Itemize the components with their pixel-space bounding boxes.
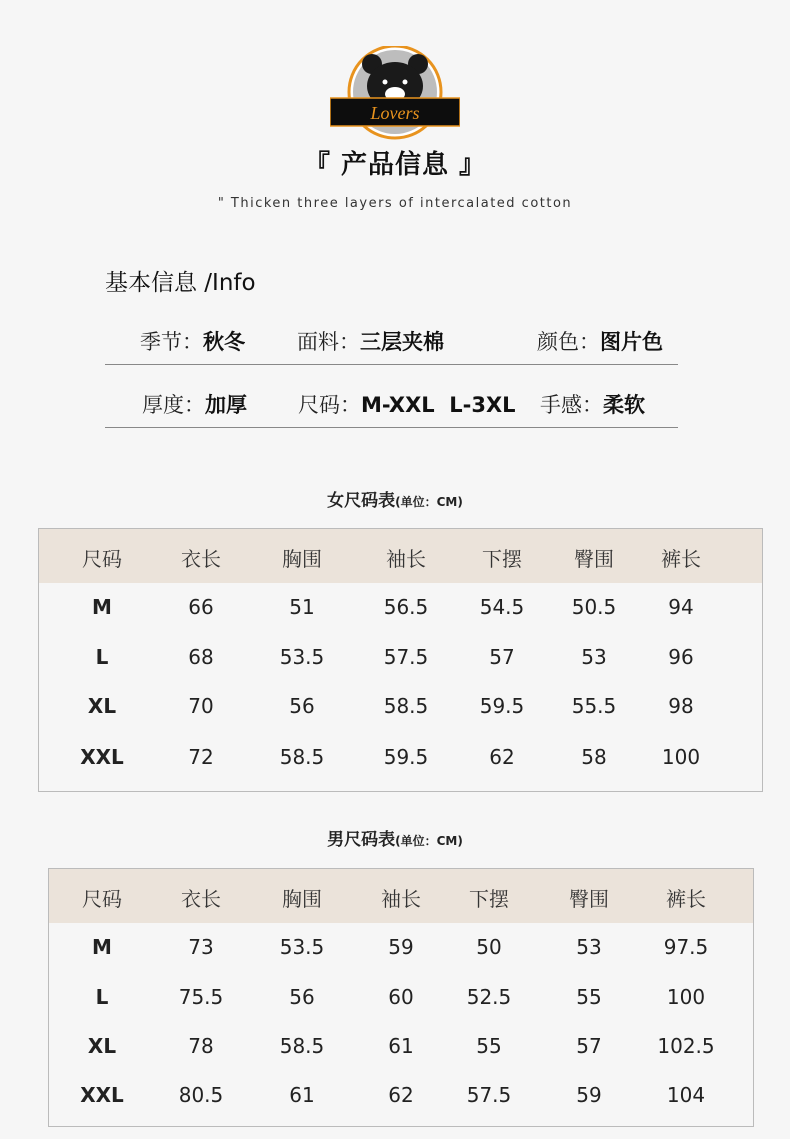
measure-cell: 58.5 bbox=[279, 745, 325, 769]
men-table-title bbox=[0, 825, 790, 850]
measure-cell: 100 bbox=[666, 985, 706, 1009]
season-value: 秋冬 bbox=[203, 330, 245, 354]
women-table-header bbox=[39, 529, 762, 583]
measure-cell: 53 bbox=[576, 935, 602, 959]
women-table-title-text: 女尺码表 bbox=[327, 491, 396, 511]
size-cell: XXL bbox=[80, 745, 124, 769]
measure-cell: 75.5 bbox=[178, 985, 224, 1009]
measure-cell: 66 bbox=[188, 595, 214, 619]
brand-logo bbox=[330, 46, 460, 142]
basic-info-heading: 基本信息 /Info bbox=[105, 270, 256, 296]
measure-cell: 53.5 bbox=[279, 935, 325, 959]
women-table-unit: (单位：CM) bbox=[395, 495, 463, 509]
measure-cell: 60 bbox=[388, 985, 414, 1009]
men-table-title-text: 男尺码表 bbox=[327, 830, 396, 850]
page-subtitle: " Thicken three layers of intercalated cotton bbox=[217, 196, 573, 211]
column-header: 袖长 bbox=[381, 887, 421, 911]
women-size-table bbox=[38, 528, 763, 792]
measure-cell: 94 bbox=[668, 595, 694, 619]
fabric-value: 三层夹棉 bbox=[360, 330, 444, 354]
measure-cell: 55.5 bbox=[571, 694, 617, 718]
measure-cell: 55 bbox=[476, 1034, 502, 1058]
size-cell: XXL bbox=[80, 1083, 124, 1107]
info-row-1 bbox=[105, 318, 678, 365]
measure-cell: 59.5 bbox=[479, 694, 525, 718]
size-label: 尺码： bbox=[298, 393, 361, 417]
measure-cell: 57.5 bbox=[383, 645, 429, 669]
column-header: 尺码 bbox=[82, 547, 122, 571]
measure-cell: 56 bbox=[289, 694, 315, 718]
color-field bbox=[537, 326, 663, 356]
measure-cell: 104 bbox=[666, 1083, 706, 1107]
measure-cell: 62 bbox=[489, 745, 515, 769]
measure-cell: 58 bbox=[581, 745, 607, 769]
size-cell: M bbox=[92, 595, 112, 619]
column-header: 裤长 bbox=[661, 547, 701, 571]
size-field bbox=[298, 389, 516, 419]
men-table-header bbox=[49, 869, 753, 923]
column-header: 袖长 bbox=[386, 547, 426, 571]
measure-cell: 61 bbox=[289, 1083, 315, 1107]
measure-cell: 59.5 bbox=[383, 745, 429, 769]
measure-cell: 58.5 bbox=[383, 694, 429, 718]
measure-cell: 62 bbox=[388, 1083, 414, 1107]
size-cell: M bbox=[92, 935, 112, 959]
measure-cell: 57 bbox=[489, 645, 515, 669]
measure-cell: 52.5 bbox=[466, 985, 512, 1009]
feel-value: 柔软 bbox=[603, 393, 645, 417]
measure-cell: 98 bbox=[668, 694, 694, 718]
column-header: 裤长 bbox=[666, 887, 706, 911]
measure-cell: 80.5 bbox=[178, 1083, 224, 1107]
measure-cell: 61 bbox=[388, 1034, 414, 1058]
measure-cell: 54.5 bbox=[479, 595, 525, 619]
measure-cell: 50.5 bbox=[571, 595, 617, 619]
measure-cell: 78 bbox=[188, 1034, 214, 1058]
measure-cell: 53 bbox=[581, 645, 607, 669]
size-cell: L bbox=[95, 985, 109, 1009]
men-size-table bbox=[48, 868, 754, 1127]
info-row-2 bbox=[105, 381, 678, 428]
feel-label: 手感： bbox=[540, 393, 603, 417]
men-table-unit: (单位：CM) bbox=[395, 834, 463, 848]
measure-cell: 56 bbox=[289, 985, 315, 1009]
page-title: 『 产品信息 』 bbox=[303, 150, 487, 180]
measure-cell: 57.5 bbox=[466, 1083, 512, 1107]
column-header: 衣长 bbox=[181, 887, 221, 911]
fabric-field bbox=[297, 326, 444, 356]
column-header: 衣长 bbox=[181, 547, 221, 571]
column-header: 下摆 bbox=[482, 547, 522, 571]
measure-cell: 96 bbox=[668, 645, 694, 669]
measure-cell: 100 bbox=[661, 745, 701, 769]
column-header: 胸围 bbox=[282, 887, 322, 911]
size-cell: XL bbox=[87, 1034, 117, 1058]
measure-cell: 50 bbox=[476, 935, 502, 959]
measure-cell: 59 bbox=[576, 1083, 602, 1107]
season-field bbox=[140, 326, 245, 356]
measure-cell: 58.5 bbox=[279, 1034, 325, 1058]
feel-field bbox=[540, 389, 645, 419]
size-value: M-XXL L-3XL bbox=[361, 393, 516, 417]
measure-cell: 59 bbox=[388, 935, 414, 959]
color-value: 图片色 bbox=[600, 330, 663, 354]
thickness-value: 加厚 bbox=[205, 393, 247, 417]
measure-cell: 102.5 bbox=[657, 1034, 715, 1058]
size-cell: L bbox=[95, 645, 109, 669]
logo-text: Lovers bbox=[370, 103, 420, 123]
column-header: 下摆 bbox=[469, 887, 509, 911]
column-header: 臀围 bbox=[574, 547, 614, 571]
column-header: 臀围 bbox=[569, 887, 609, 911]
measure-cell: 70 bbox=[188, 694, 214, 718]
color-label: 颜色： bbox=[537, 330, 600, 354]
fabric-label: 面料： bbox=[297, 330, 360, 354]
season-label: 季节： bbox=[140, 330, 203, 354]
thickness-field bbox=[142, 389, 247, 419]
measure-cell: 97.5 bbox=[663, 935, 709, 959]
column-header: 胸围 bbox=[282, 547, 322, 571]
measure-cell: 56.5 bbox=[383, 595, 429, 619]
measure-cell: 72 bbox=[188, 745, 214, 769]
measure-cell: 53.5 bbox=[279, 645, 325, 669]
women-table-title bbox=[0, 486, 790, 511]
measure-cell: 51 bbox=[289, 595, 315, 619]
measure-cell: 55 bbox=[576, 985, 602, 1009]
column-header: 尺码 bbox=[82, 887, 122, 911]
measure-cell: 68 bbox=[188, 645, 214, 669]
measure-cell: 73 bbox=[188, 935, 214, 959]
measure-cell: 57 bbox=[576, 1034, 602, 1058]
thickness-label: 厚度： bbox=[142, 393, 205, 417]
size-cell: XL bbox=[87, 694, 117, 718]
